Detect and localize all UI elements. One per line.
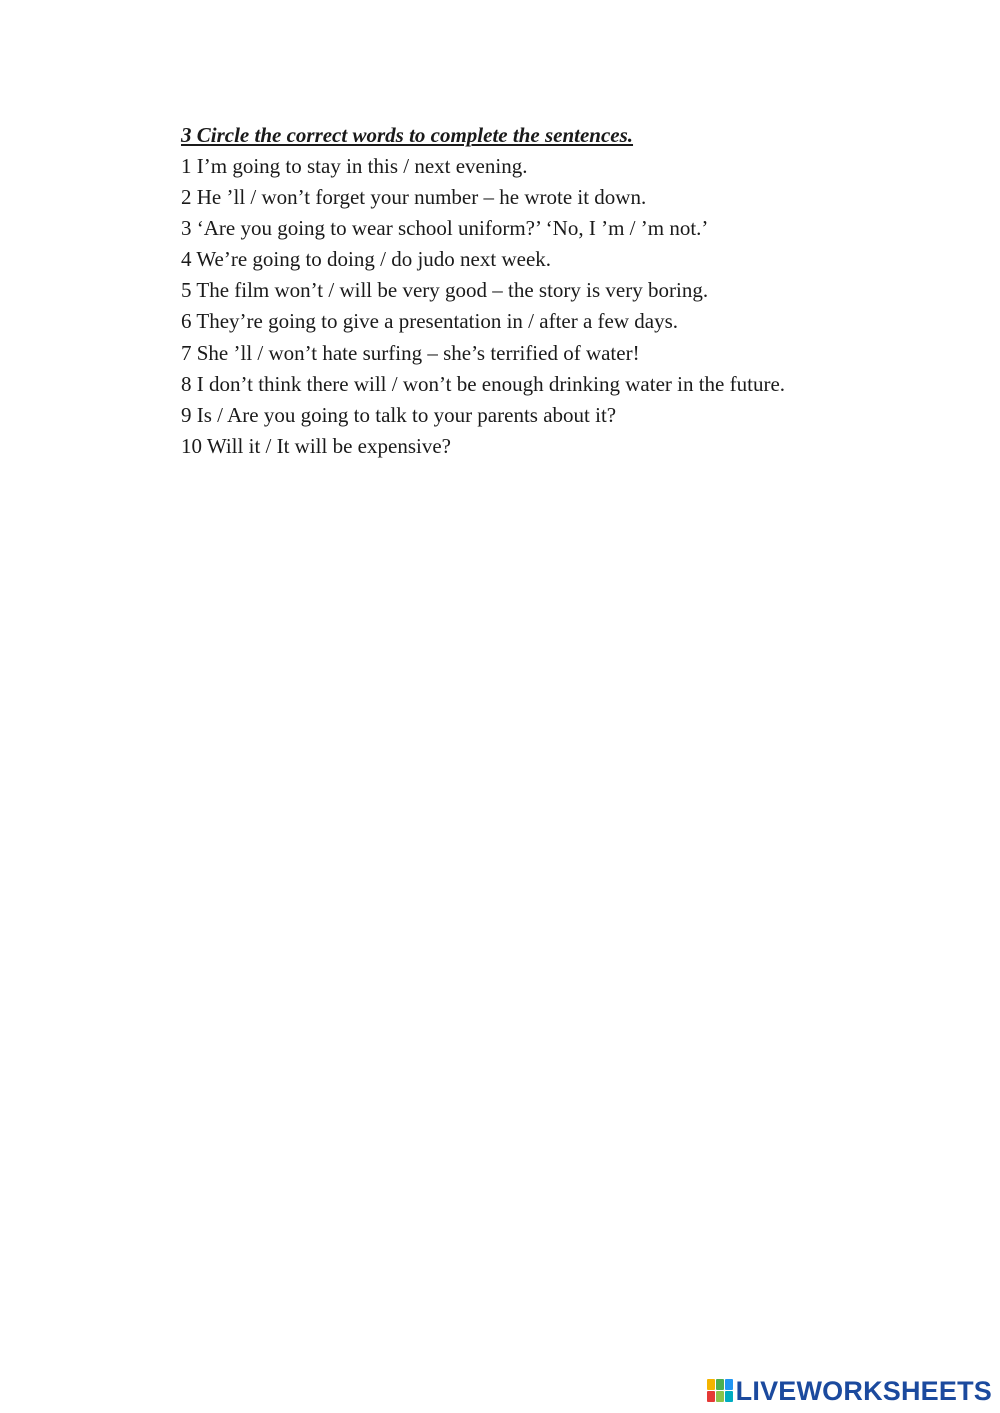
exercise-heading: 3 Circle the correct words to complete the sentences.: [181, 123, 634, 147]
logo-tile: [725, 1391, 733, 1402]
liveworksheets-wordmark: LIVEWORKSHEETS: [735, 1376, 992, 1406]
logo-tile: [716, 1379, 724, 1390]
exercise-item: 2 He ’ll / won’t forget your number – he wrote it down.: [181, 185, 647, 210]
liveworksheets-logo: [707, 1376, 992, 1406]
exercise-item: 6 They’re going to give a presentation in / after a few days.: [181, 309, 679, 334]
exercise-item: 9 Is / Are you going to talk to your parents about it?: [181, 402, 617, 427]
logo-tile: [707, 1379, 715, 1390]
worksheet: [181, 120, 971, 462]
exercise-item: 1 I’m going to stay in this / next evening.: [181, 154, 528, 178]
exercise-item: 3 ‘Are you going to wear school uniform?’ ‘No, I ’m / ’m not.’: [181, 216, 709, 241]
exercise-item: 8 I don’t think there will / won’t be enough drinking water in the future.: [181, 371, 786, 396]
logo-tile: [716, 1391, 724, 1402]
liveworksheets-logo-icon: [707, 1379, 733, 1403]
exercise-item: 5 The film won’t / will be very good – the story is very boring.: [181, 278, 709, 303]
logo-tile: [725, 1379, 733, 1390]
exercise-item: 10 Will it / It will be expensive?: [181, 433, 451, 458]
logo-tile: [707, 1391, 715, 1402]
exercise-list: [181, 151, 971, 462]
exercise-item: 7 She ’ll / won’t hate surfing – she’s terrified of water!: [181, 340, 640, 365]
exercise-item: 4 We’re going to doing / do judo next week.: [181, 247, 552, 272]
